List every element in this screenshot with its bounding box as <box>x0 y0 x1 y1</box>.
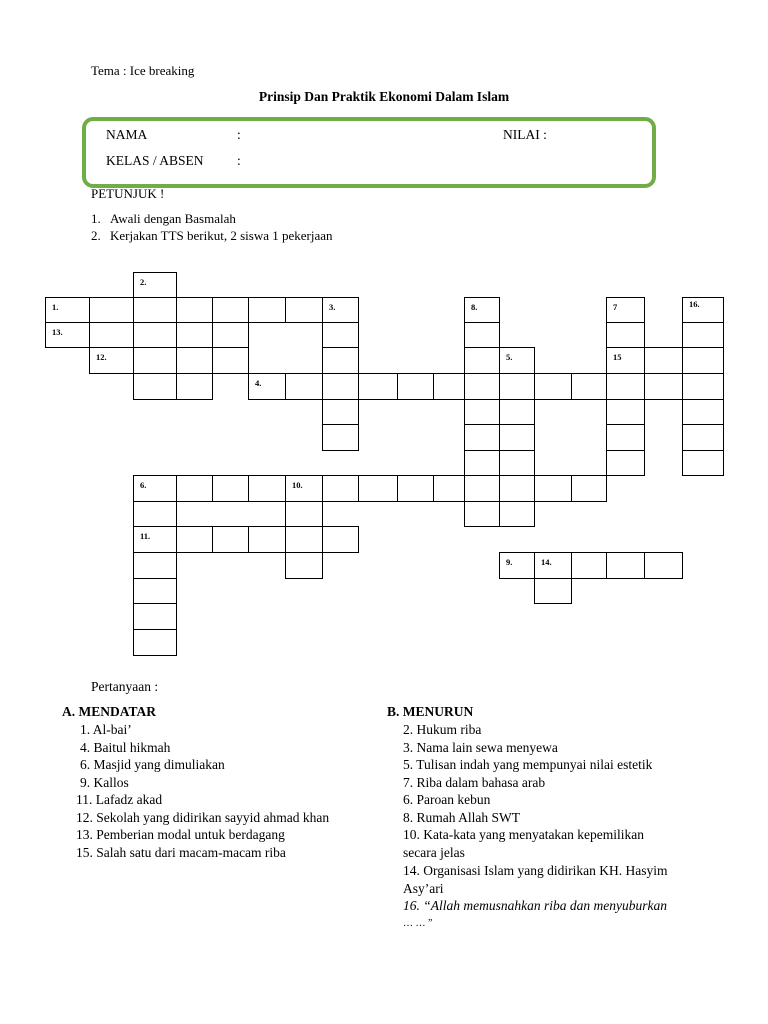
clue-across: 15. Salah satu dari macam-macam riba <box>76 845 286 860</box>
instruction-text: Kerjakan TTS berikut, 2 siswa 1 pekerjaan <box>110 228 333 243</box>
crossword-cell[interactable] <box>285 373 323 400</box>
clue-number: 11. <box>140 531 151 541</box>
crossword-cell[interactable] <box>682 322 724 348</box>
crossword-cell[interactable] <box>322 347 359 374</box>
crossword-cell[interactable] <box>285 475 323 502</box>
crossword-cell[interactable] <box>248 526 286 553</box>
crossword-cell[interactable] <box>499 399 535 425</box>
crossword-cell[interactable] <box>212 322 249 348</box>
theme-label: Tema : Ice breaking <box>91 63 195 78</box>
crossword-cell[interactable] <box>133 475 177 502</box>
crossword-cell[interactable] <box>133 526 177 553</box>
crossword-cell[interactable] <box>606 450 645 476</box>
questions-heading: Pertanyaan : <box>91 679 159 694</box>
score-label: NILAI : <box>503 127 547 142</box>
instruction-number: 1. <box>91 211 101 226</box>
name-label: NAMA <box>106 127 148 142</box>
crossword-cell[interactable] <box>212 297 249 323</box>
clue-number: 5. <box>506 352 513 362</box>
crossword-cell[interactable] <box>499 475 535 502</box>
crossword-cell[interactable] <box>397 373 434 400</box>
crossword-cell[interactable] <box>176 297 213 323</box>
crossword-cell[interactable] <box>644 347 683 374</box>
crossword-cell[interactable] <box>464 450 500 476</box>
crossword-cell[interactable] <box>133 501 177 527</box>
clue-number: 12. <box>96 352 107 362</box>
crossword-cell[interactable] <box>571 373 607 400</box>
crossword-cell[interactable] <box>45 322 90 348</box>
clue-number: 13. <box>52 327 63 337</box>
crossword-cell[interactable] <box>571 475 607 502</box>
crossword-cell[interactable] <box>89 347 134 374</box>
crossword-cell[interactable] <box>433 373 465 400</box>
crossword-cell[interactable] <box>644 373 683 400</box>
crossword-cell[interactable] <box>212 526 249 553</box>
crossword-cell[interactable] <box>133 603 177 630</box>
crossword-cell[interactable] <box>176 347 213 374</box>
crossword-cell[interactable] <box>682 450 724 476</box>
crossword-cell[interactable] <box>89 322 134 348</box>
crossword-cell[interactable] <box>464 347 500 374</box>
crossword-cell[interactable] <box>499 552 535 579</box>
clue-down: 6. Paroan kebun <box>403 792 491 807</box>
crossword-cell[interactable] <box>322 373 359 400</box>
crossword-cell[interactable] <box>682 297 724 323</box>
crossword-cell[interactable] <box>133 297 177 323</box>
crossword-cell[interactable] <box>285 297 323 323</box>
clue-down: 14. Organisasi Islam yang didirikan KH. Hasyim <box>403 863 668 878</box>
clue-number: 10. <box>292 480 303 490</box>
crossword-cell[interactable] <box>606 424 645 451</box>
crossword-cell[interactable] <box>534 552 572 579</box>
crossword-cell[interactable] <box>682 347 724 374</box>
crossword-cell[interactable] <box>133 347 177 374</box>
crossword-cell[interactable] <box>322 297 359 323</box>
crossword-cell[interactable] <box>285 552 323 579</box>
crossword-cell[interactable] <box>499 373 535 400</box>
clue-across: 9. Kallos <box>80 774 129 790</box>
crossword-cell[interactable] <box>322 322 359 348</box>
crossword-cell[interactable] <box>464 424 500 451</box>
crossword-cell[interactable] <box>176 322 213 348</box>
crossword-cell[interactable] <box>534 475 572 502</box>
clue-down: 16. “Allah memusnahkan riba dan menyuburkan <box>403 898 667 913</box>
instructions-heading: PETUNJUK ! <box>91 186 165 201</box>
crossword-cell[interactable] <box>464 475 500 502</box>
clue-number: 7 <box>613 302 618 312</box>
clue-number: 4. <box>255 378 262 388</box>
crossword-cell[interactable] <box>571 552 607 579</box>
crossword-cell[interactable] <box>464 297 500 323</box>
crossword-cell[interactable] <box>133 322 177 348</box>
crossword-cell[interactable] <box>534 373 572 400</box>
down-heading: B. MENURUN <box>387 704 474 719</box>
crossword-cell[interactable] <box>248 373 286 400</box>
crossword-cell[interactable] <box>322 424 359 451</box>
crossword-cell[interactable] <box>606 373 645 400</box>
crossword-cell[interactable] <box>133 578 177 604</box>
clue-down: 10. Kata-kata yang menyatakan kepemilikan <box>403 827 645 842</box>
clue-number: 9. <box>506 557 513 567</box>
clue-number: 2. <box>140 277 147 287</box>
crossword-cell[interactable] <box>464 322 500 348</box>
crossword-cell[interactable] <box>358 475 398 502</box>
crossword-cell[interactable] <box>212 347 249 374</box>
crossword-cell[interactable] <box>606 399 645 425</box>
crossword-cell[interactable] <box>322 475 359 502</box>
crossword-cell[interactable] <box>606 297 645 323</box>
page-title: Prinsip Dan Praktik Ekonomi Dalam Islam <box>258 89 510 104</box>
crossword-cell[interactable] <box>499 450 535 476</box>
crossword-cell[interactable] <box>464 501 500 527</box>
crossword-cell[interactable] <box>606 552 645 579</box>
name-colon: : <box>237 127 241 142</box>
crossword-cell[interactable] <box>45 297 90 323</box>
class-colon: : <box>237 153 241 168</box>
crossword-cell[interactable] <box>682 373 724 400</box>
clue-number: 8. <box>471 302 478 312</box>
crossword-cell[interactable] <box>248 297 286 323</box>
crossword-cell[interactable] <box>358 373 398 400</box>
crossword-cell[interactable] <box>499 424 535 451</box>
clue-number: 16. <box>689 299 700 309</box>
clue-number: 14. <box>541 557 552 567</box>
crossword-cell[interactable] <box>133 629 177 656</box>
crossword-cell[interactable] <box>212 475 249 502</box>
clue-across: 1. Al-bai’ <box>80 722 132 737</box>
clue-down: 2. Hukum riba <box>403 722 482 737</box>
clue-down: 7. Riba dalam bahasa arab <box>403 774 546 790</box>
crossword-cell[interactable] <box>397 475 434 502</box>
clue-number: 6. <box>140 480 147 490</box>
crossword-cell[interactable] <box>248 475 286 502</box>
crossword-cell[interactable] <box>133 552 177 579</box>
crossword-cell[interactable] <box>644 552 683 579</box>
clue-down: Asy’ari <box>403 880 444 896</box>
crossword-cell[interactable] <box>682 399 724 425</box>
clue-across: 13. Pemberian modal untuk berdagang <box>76 827 285 842</box>
clue-down: 8. Rumah Allah SWT <box>403 809 520 825</box>
clue-number: 15 <box>613 352 622 362</box>
crossword-cell[interactable] <box>322 526 359 553</box>
crossword-cell[interactable] <box>176 373 213 400</box>
crossword-cell[interactable] <box>89 297 134 323</box>
crossword-cell[interactable] <box>285 526 323 553</box>
crossword-cell[interactable] <box>606 322 645 348</box>
clue-across: 12. Sekolah yang didirikan sayyid ahmad khan <box>76 809 330 825</box>
clue-down: 5. Tulisan indah yang mempunyai nilai estetik <box>403 757 653 772</box>
instruction-text: Awali dengan Basmalah <box>110 211 236 226</box>
class-label: KELAS / ABSEN <box>106 153 204 168</box>
crossword-cell[interactable] <box>499 347 535 374</box>
crossword-cell[interactable] <box>133 272 177 298</box>
clue-down: 3. Nama lain sewa menyewa <box>403 739 558 755</box>
clue-number: 1. <box>52 302 59 312</box>
clue-down: … … ” <box>403 918 433 929</box>
crossword-cell[interactable] <box>133 373 177 400</box>
clue-across: 4. Baitul hikmah <box>80 739 171 755</box>
crossword-cell[interactable] <box>534 578 572 604</box>
crossword-cell[interactable] <box>606 347 645 374</box>
crossword-cell[interactable] <box>499 501 535 527</box>
crossword-cell[interactable] <box>682 424 724 451</box>
crossword-cell[interactable] <box>322 399 359 425</box>
clue-across: 6. Masjid yang dimuliakan <box>80 757 225 772</box>
clue-down: secara jelas <box>403 844 465 860</box>
clue-across: 11. Lafadz akad <box>76 792 163 807</box>
crossword-cell[interactable] <box>176 526 213 553</box>
crossword-cell[interactable] <box>285 501 323 527</box>
instruction-number: 2. <box>91 228 101 243</box>
crossword-cell[interactable] <box>464 399 500 425</box>
across-heading: A. MENDATAR <box>62 704 156 719</box>
crossword-cell[interactable] <box>433 475 465 502</box>
crossword-cell[interactable] <box>464 373 500 400</box>
crossword-cell[interactable] <box>176 475 213 502</box>
clue-number: 3. <box>329 302 336 312</box>
